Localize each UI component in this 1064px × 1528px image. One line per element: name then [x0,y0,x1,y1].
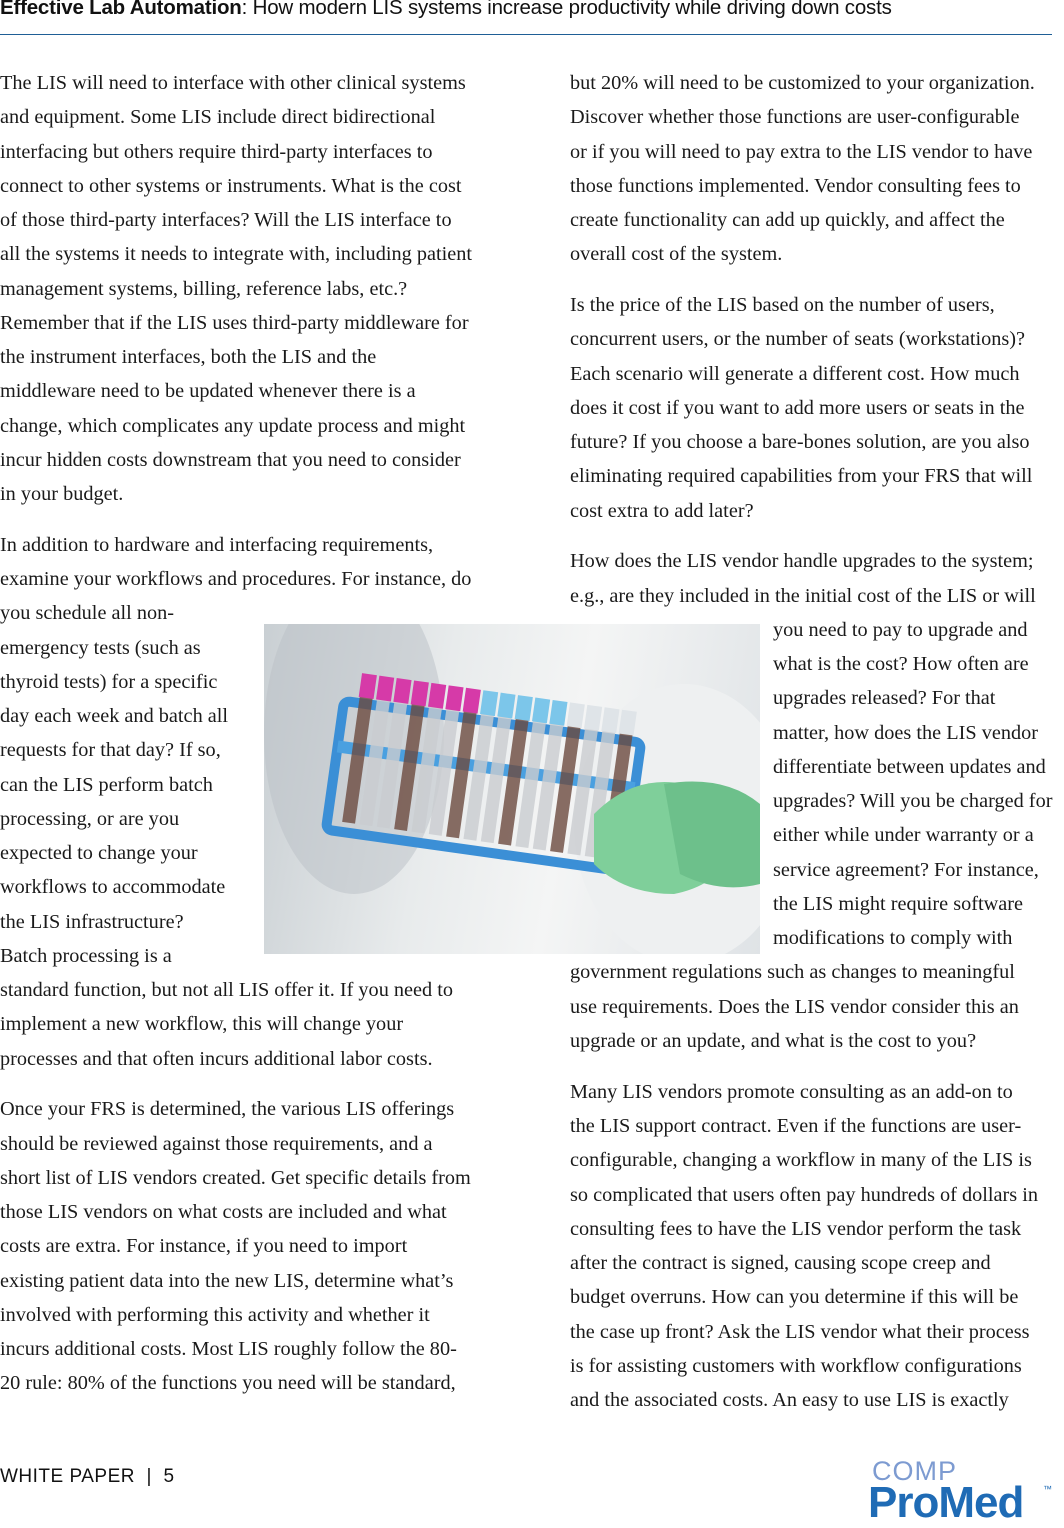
text-line: differentiate between updates and [773,755,1046,778]
text-line: management systems, billing, reference labs, etc.? [0,277,408,300]
text-line: consulting fees to have the LIS vendor perform the task [570,1217,1022,1240]
text-line: day each week and batch all [0,705,229,728]
text-line: Discover whether those functions are user-configurable [570,106,1020,129]
paragraph [570,1075,1064,1418]
text-line: matter, how does the LIS vendor [773,721,1039,744]
text-line: 20 rule: 80% of the functions you need will be standard, [0,1372,456,1395]
text-line: emergency tests (such as [0,636,201,659]
text-line: implement a new workflow, this will change your [0,1013,404,1036]
text-line: examine your workflows and procedures. For instance, do [0,568,472,591]
text-line: processing, or are you [0,807,180,830]
text-line: modifications to comply with [773,927,1013,950]
text-line: the LIS might require software [773,892,1024,915]
text-line: service agreement? For instance, [773,858,1039,881]
text-line: expected to change your [0,842,198,865]
text-line: configurable, changing a workflow in many of the LIS is [570,1149,1032,1172]
tube-cap [549,700,567,726]
text-line: the LIS infrastructure? [0,910,184,933]
header-title-rest: : How modern LIS systems increase productivity while driving down costs [241,0,892,19]
text-line: create functionality can add up quickly, and affect the [570,209,1005,231]
text-line: government regulations such as changes to meaningful [570,961,1015,984]
page-header [0,0,892,20]
text-line: budget overruns. How can you determine if this will be [570,1286,1019,1309]
text-line: and the associated costs. An easy to use LIS is exactly [570,1389,1009,1412]
text-line: involved with performing this activity and whether it [0,1303,430,1326]
tube-cap [584,705,602,731]
text-line: incur hidden costs downstream that you need to consider [0,448,461,471]
text-line: what is the cost? How often are [773,653,1029,676]
text-line: of those third-party interfaces? Will the LIS interface to [0,209,452,231]
text-line: short list of LIS vendors created. Get specific details from [0,1166,471,1189]
tube-cap [567,702,585,728]
text-line: eliminating required capabilities from your FRS that will [570,465,1033,488]
tube-cap [532,698,550,724]
text-line: costs are extra. For instance, if you need to import [0,1235,408,1258]
tube-cap [445,685,463,711]
text-line: you need to pay to upgrade and [773,618,1028,641]
text-line: those functions implemented. Vendor consulting fees to [570,174,1021,197]
text-line: and equipment. Some LIS include direct bidirectional [0,106,436,129]
text-line: upgrades released? For that [773,687,996,710]
text-line: those LIS vendors on what costs are included and what [0,1201,447,1224]
text-line: either while under warranty or a [773,824,1034,847]
text-line: but 20% will need to be customized to your organization. [570,72,1035,94]
text-line: concurrent users, or the number of seats (workstations)? [570,328,1026,351]
text-line: Each scenario will generate a different cost. How much [570,362,1020,385]
text-line: Many LIS vendors promote consulting as an add-on to [570,1080,1013,1103]
text-line: upgrade or an update, and what is the cost to you? [570,1029,977,1052]
tube-cap [497,693,515,719]
text-line: after the contract is signed, causing scope creep and [570,1252,991,1275]
text-line: incurs additional costs. Most LIS roughly follow the 80- [0,1338,457,1361]
text-line: the case up front? Ask the LIS vendor what their process [570,1320,1030,1343]
text-line: How does the LIS vendor handle upgrades to the system; [570,550,1034,573]
text-line: does it cost if you want to add more users or seats in the [570,396,1025,419]
text-line: e.g., are they included in the initial cost of the LIS or will [570,584,1036,607]
compromed-logo: COMP ProMed ™ [868,1456,1052,1527]
text-line: cost extra to add later? [570,499,754,522]
test-tube-rack-illustration [264,624,760,954]
text-line: you schedule all non- [0,602,175,625]
text-line: interfacing but others require third-party interfaces to [0,140,433,163]
text-line: workflows to accommodate [0,876,226,899]
text-line: Batch processing is a [0,944,172,967]
text-line: can the LIS perform batch [0,773,213,796]
text-line: Remember that if the LIS uses third-party middleware for [0,311,469,334]
text-line: Is the price of the LIS based on the number of users, [570,294,995,317]
text-line: the instrument interfaces, both the LIS and the [0,346,377,368]
footer-page-label: WHITE PAPER | 5 [0,1466,175,1487]
text-line: all the systems it needs to integrate with, including patient [0,243,473,266]
text-line: should be reviewed against those requirements, and a [0,1132,433,1155]
text-line: use requirements. Does the LIS vendor consider this an [570,995,1019,1018]
header-title-bold: Effective Lab Automation [0,0,242,19]
text-line: requests for that day? If so, [0,739,221,762]
paragraph [570,288,1064,528]
tube-cap [480,690,498,716]
paragraph [0,1092,500,1400]
text-line: the LIS support contract. Even if the functions are user- [570,1115,1022,1138]
text-line: upgrades? Will you be charged for [773,790,1053,813]
text-line: existing patient data into the new LIS, determine what’s [0,1269,454,1292]
text-line: future? If you choose a bare-bones solution, are you also [570,431,1030,454]
text-line: so complicated that users often pay hundreds of dollars in [570,1183,1039,1206]
text-line: Once your FRS is determined, the various LIS offerings [0,1098,455,1121]
paragraph [0,66,500,511]
text-line: standard function, but not all LIS offer it. If you need to [0,979,454,1002]
text-line: overall cost of the system. [570,243,783,266]
header-rule [0,34,1052,35]
text-line: or if you will need to pay extra to the LIS vendor to have [570,140,1033,163]
tube-cap [463,688,481,714]
text-line: The LIS will need to interface with other clinical systems [0,72,466,94]
text-line: is for assisting customers with workflow configurations [570,1354,1022,1377]
tube-cap [515,695,533,721]
text-line: in your budget. [0,483,124,505]
text-line: connect to other systems or instruments. What is the cost [0,174,462,197]
photo-test-tube-rack [264,624,760,954]
text-line: change, which complicates any update process and might [0,414,466,437]
text-line: processes and that often incurs additional labor costs. [0,1047,433,1070]
text-line: thyroid tests) for a specific [0,670,218,693]
text-line: In addition to hardware and interfacing requirements, [0,533,434,556]
text-line: middleware need to be updated whenever there is a [0,380,416,403]
paragraph [570,66,1064,272]
